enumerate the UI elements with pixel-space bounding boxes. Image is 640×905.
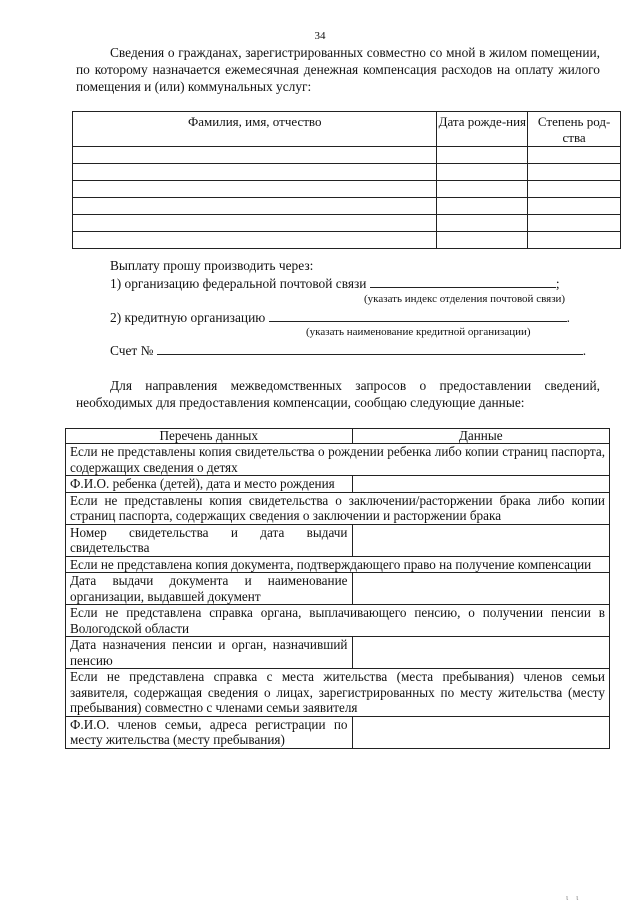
table-row: [66, 444, 610, 476]
field-value[interactable]: [352, 476, 610, 493]
family-table: [72, 111, 621, 249]
post-office-hint: (указать индекс отделения почтовой связи): [364, 293, 566, 305]
condition-row: Если не представлена справка органа, выплачивающего пенсию, о получении пенсии в Вологодской области: [66, 605, 610, 637]
family-table-row: [73, 164, 621, 181]
table-row: [66, 476, 610, 493]
payment-option-post: 1) организацию федеральной почтовой связи ;: [110, 276, 560, 291]
field-label: Номер свидетельства и дата выдачи свидетельства: [66, 524, 353, 556]
family-table-row: [73, 198, 621, 215]
bank-name-field[interactable]: [269, 309, 567, 322]
field-value[interactable]: [352, 716, 610, 748]
payment-intro: Выплату прошу производить через:: [110, 258, 314, 273]
post-office-index-field[interactable]: [370, 275, 556, 288]
requests-paragraph: Для направления межведомственных запросов о предоставлении сведений, необходимых для предоставления компенсации, сообщаю следующие данные:: [76, 378, 600, 410]
table-row: [66, 573, 610, 605]
condition-row: Если не представлена копия документа, подтверждающего право на получение компенсации: [66, 556, 610, 573]
account-line: Счет № .: [110, 343, 587, 358]
field-label: Ф.И.О. ребенка (детей), дата и место рождения: [66, 476, 353, 493]
field-value[interactable]: [352, 637, 610, 669]
table-row: [66, 492, 610, 524]
account-number-field[interactable]: [157, 342, 583, 355]
table-row: [66, 716, 610, 748]
field-label: Дата назначения пенсии и орган, назначивший пенсию: [66, 637, 353, 669]
header-data-list: Перечень данных: [66, 429, 353, 444]
data-table: [65, 428, 610, 749]
condition-row: Если не представлены копия свидетельства о рождении ребенка либо копии страниц паспорта, содержащих сведения о детях: [66, 444, 610, 476]
field-label: Ф.И.О. членов семьи, адреса регистрации по месту жительства (месту пребывания): [66, 716, 353, 748]
field-value[interactable]: [352, 524, 610, 556]
header-data-values: Данные: [352, 429, 610, 444]
table-row: [66, 524, 610, 556]
data-table-header: [66, 429, 610, 444]
page-number: 34: [314, 30, 326, 42]
family-table-row: [73, 181, 621, 198]
field-label: Дата выдачи документа и наименование организации, выдавшей документ: [66, 573, 353, 605]
scan-mark: ι ι: [566, 893, 582, 902]
table-row: [66, 605, 610, 637]
header-full-name: Фамилия, имя, отчество: [73, 112, 437, 147]
condition-row: Если не представлена справка с места жительства (места пребывания) членов семьи заявителя, содержащая сведения о лицах, зарегистрированных по месту жительства (месту пребывания) совместно с членами семьи заявителя: [66, 669, 610, 717]
header-birth-date: Дата рожде-ния: [437, 112, 528, 147]
table-row: [66, 669, 610, 717]
payment-option-bank: 2) кредитную организацию .: [110, 310, 570, 325]
condition-row: Если не представлены копия свидетельства о заключении/расторжении брака либо копии страниц паспорта, содержащих сведения о заключении и расторжении брака: [66, 492, 610, 524]
family-table-header: [73, 112, 621, 147]
family-table-row: [73, 215, 621, 232]
family-table-row: [73, 147, 621, 164]
field-value[interactable]: [352, 573, 610, 605]
bank-hint: (указать наименование кредитной организации): [306, 326, 531, 338]
header-relationship: Степень род-ства: [528, 112, 621, 147]
intro-paragraph: Сведения о гражданах, зарегистрированных совместно со мной в жилом помещении, по которому назначается ежемесячная денежная компенсация расходов на оплату жилого помещения и (или) коммунальных услуг:: [76, 45, 600, 94]
table-row: [66, 556, 610, 573]
family-table-row: [73, 232, 621, 249]
table-row: [66, 637, 610, 669]
